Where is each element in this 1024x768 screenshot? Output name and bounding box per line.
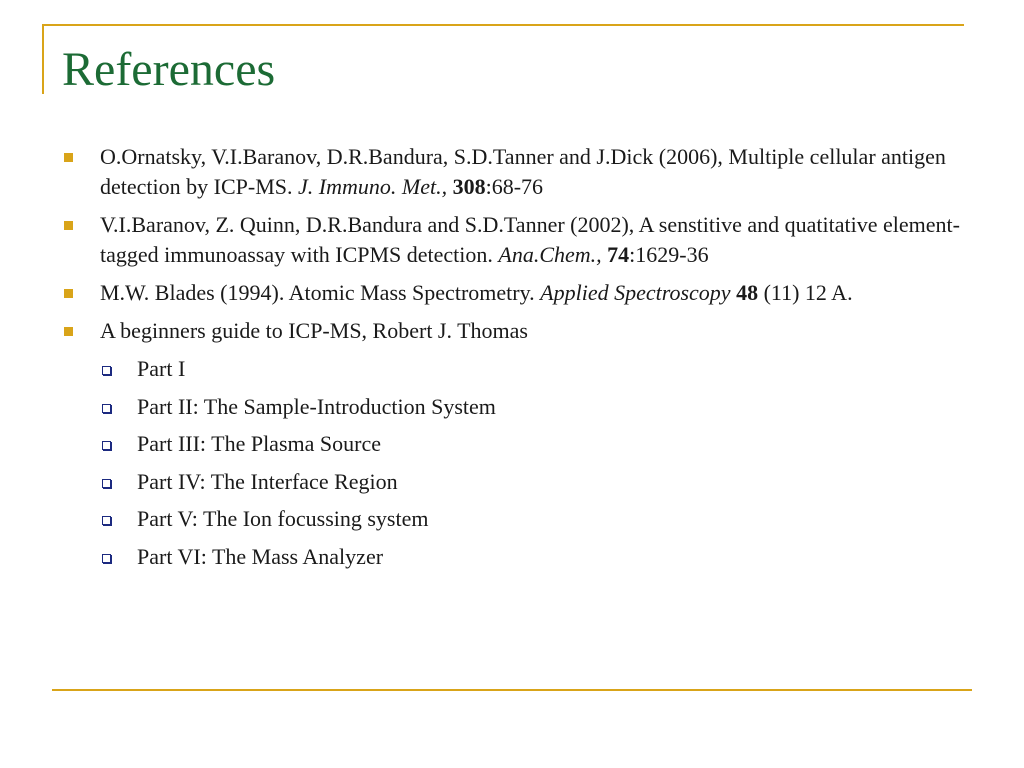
guide-part-item — [62, 542, 972, 572]
guide-part-label: Part VI: The Mass Analyzer — [137, 543, 384, 569]
reference-pages: :1629-36 — [629, 242, 709, 267]
guide-part-item — [62, 392, 972, 422]
bullet-square-icon — [64, 153, 73, 162]
reference-text: O.Ornatsky, V.I.Baranov, D.R.Bandura, S.D.Tanner and J.Dick (2006), Multiple cellular antigen detection by ICP-MS. — [100, 144, 946, 199]
slide-title: References — [62, 43, 276, 96]
reference-volume: 48 — [736, 280, 759, 305]
bullet-square-icon — [64, 289, 73, 298]
hollow-square-bullet-icon — [102, 554, 111, 563]
reference-item — [62, 210, 972, 270]
hollow-square-bullet-icon — [102, 516, 111, 525]
reference-journal: Ana.Chem., — [498, 242, 602, 267]
guide-part-label: Part I — [137, 356, 186, 381]
reference-item — [62, 142, 972, 202]
reference-volume: 308 — [452, 174, 486, 199]
reference-item — [62, 278, 972, 308]
frame-bottom-line — [52, 689, 972, 691]
guide-part-item — [62, 354, 972, 384]
reference-text: M.W. Blades (1994). Atomic Mass Spectrometry. — [100, 280, 541, 305]
reference-pages: :68-76 — [485, 174, 544, 199]
reference-text: V.I.Baranov, Z. Quinn, D.R.Bandura and S.D.Tanner (2002), A senstitive and quatitative element-tagged immunoassay with ICPMS detection. — [100, 212, 960, 267]
guide-part-item — [62, 429, 972, 459]
bullet-square-icon — [64, 221, 73, 230]
hollow-square-bullet-icon — [102, 441, 111, 450]
hollow-square-bullet-icon — [102, 479, 111, 488]
frame-left-line — [42, 24, 44, 94]
frame-top-line — [42, 24, 964, 26]
reference-journal: Applied Spectroscopy — [540, 280, 731, 305]
guide-part-label: Part V: The Ion focussing system — [137, 506, 429, 531]
reference-volume: 74 — [607, 242, 630, 267]
guide-part-label: Part II: The Sample-Introduction System — [137, 393, 496, 419]
guide-part-label: Part IV: The Interface Region — [137, 468, 398, 494]
reference-journal: J. Immuno. Met., — [298, 174, 448, 199]
reference-pages: (11) 12 A. — [758, 280, 853, 305]
hollow-square-bullet-icon — [102, 404, 111, 413]
guide-part-item — [62, 504, 972, 534]
guide-part-item — [62, 467, 972, 497]
hollow-square-bullet-icon — [102, 366, 111, 375]
bullet-square-icon — [64, 327, 73, 336]
guide-item — [62, 316, 972, 346]
guide-text: A beginners guide to ICP-MS, Robert J. Thomas — [100, 318, 528, 343]
references-list — [62, 142, 972, 579]
guide-part-label: Part III: The Plasma Source — [137, 431, 381, 456]
